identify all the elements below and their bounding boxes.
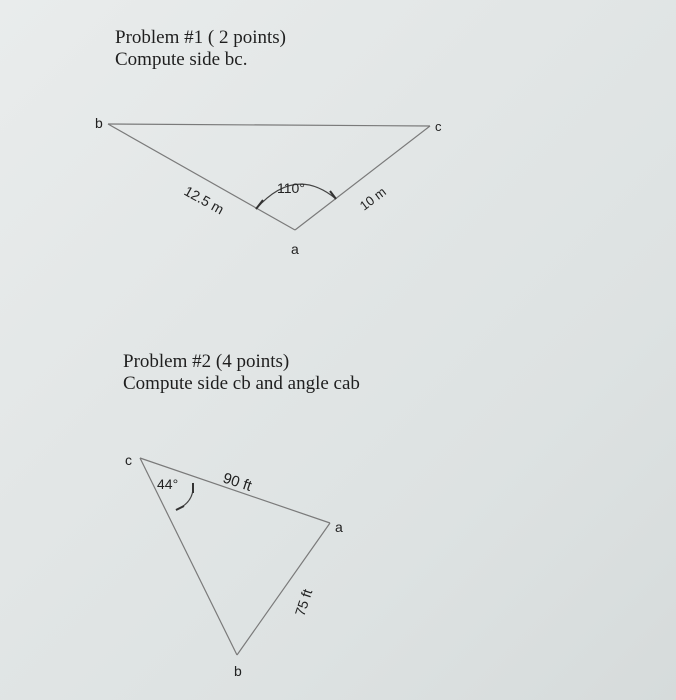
side-ba-line — [108, 124, 295, 230]
problem-1-triangle — [95, 115, 442, 257]
vertex-c-label: c — [125, 452, 132, 468]
angle-a-label: 110° — [277, 180, 305, 196]
angle-c-label: 44° — [157, 476, 179, 492]
side-ab-length-label: 12.5 m — [181, 182, 227, 218]
side-ca-line — [295, 126, 430, 230]
angle-c-arc — [176, 483, 193, 510]
vertex-a-label: a — [335, 519, 343, 535]
problem-2-instruction: Compute side cb and angle cab — [123, 373, 360, 394]
angle-a-tick-left — [256, 200, 263, 209]
problem-1-heading: Problem #1 ( 2 points) — [115, 27, 286, 48]
vertex-b-label: b — [95, 115, 103, 131]
problem-2-heading: Problem #2 (4 points) — [123, 351, 290, 372]
problem-1-instruction: Compute side bc. — [115, 49, 248, 70]
side-ab-length-label: 75 ft — [291, 587, 316, 618]
side-ab-line — [237, 523, 330, 655]
side-ca-length-label: 90 ft — [220, 469, 254, 495]
side-ac-length-label: 10 m — [356, 184, 389, 214]
angle-c-tick-bottom — [176, 506, 184, 510]
problem-2-triangle — [125, 452, 343, 679]
side-bc-line — [108, 124, 430, 126]
vertex-b-label: b — [234, 663, 242, 679]
side-cb-line — [140, 458, 237, 655]
vertex-c-label: c — [435, 119, 442, 134]
vertex-a-label: a — [291, 241, 299, 257]
